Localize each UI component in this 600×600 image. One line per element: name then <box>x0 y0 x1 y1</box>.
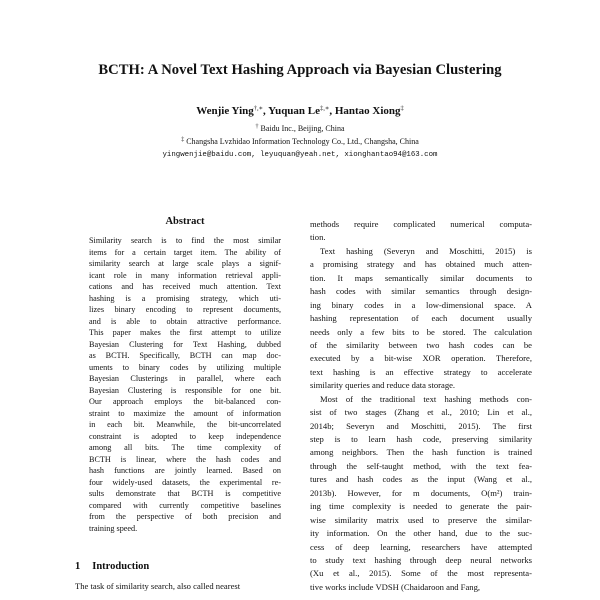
text-line: training speed. <box>89 523 138 533</box>
text-line: among all bits. The time complexity of <box>89 443 281 452</box>
author-name: Yuquan Le <box>268 105 321 117</box>
author-name: Wenjie Ying <box>196 105 254 117</box>
abstract-heading: Abstract <box>165 216 205 227</box>
affiliation-mark: † <box>255 124 259 130</box>
text-line: ing time complexity is needed to generate the pair- <box>310 501 532 512</box>
author-mark: ‡ <box>400 105 404 112</box>
author-mark: ‡,∗ <box>320 105 330 112</box>
text-line: in each bit. Meanwhile, the bit-uncorrelated <box>89 420 281 429</box>
text-line: text hashing is an effective strategy to accelerate <box>310 366 532 377</box>
text-line: cess of deep learning, researchers have attempted <box>310 541 532 552</box>
text-line: Our approach employs the bit-balanced con- <box>89 397 281 406</box>
text-line: This paper makes the first attempt to utilize <box>89 328 281 337</box>
text-line: as BCTH. Specifically, BCTH can map doc- <box>89 351 281 360</box>
text-line: Bayesian Clustering for Text Hashing, dubbed <box>89 339 281 349</box>
text-line: a promising strategy and has obtained much atten- <box>310 259 532 270</box>
text-line: tures and hash codes as the input (Wang et al., <box>310 474 532 485</box>
author-separator: , <box>329 105 335 117</box>
text-line: lizes binary encoding to represent documents, <box>89 305 281 314</box>
text-line: hash functions are jointly learned. Based on <box>89 466 281 475</box>
text-line: tion. <box>310 232 326 243</box>
text-line: uments to binary codes by utilizing multiple <box>89 362 281 372</box>
text-line: cations and has received much attention. Text <box>89 282 281 291</box>
section-title: Introduction <box>92 561 150 572</box>
author-list <box>0 104 600 117</box>
text-line: sults demonstrate that BCTH is competitive <box>89 489 281 498</box>
text-line: and is able to obtain attractive performance. <box>89 316 281 326</box>
introduction-body <box>75 580 287 592</box>
text-line: hash codes with similar semantics through design- <box>310 286 532 297</box>
text-line: similarity search at large scale plays a signif- <box>89 259 281 268</box>
text-line: wise similarity matrix used to preserve the similar- <box>310 514 532 525</box>
text-line: of the similarity between two hash codes can be <box>310 339 532 350</box>
text-line: sist of two stages (Zhang et al., 2010; Lin et al., <box>310 407 532 418</box>
text-line: executed by a bit-wise XOR operation. Therefore, <box>310 353 532 364</box>
text-line: The task of similarity search, also called nearest <box>75 581 241 591</box>
text-line: BCTH is linear, where the hash codes and <box>89 454 281 464</box>
abstract-body <box>89 235 281 534</box>
text-line: 2014b; Severyn and Moschitti, 2015). The first <box>310 420 532 431</box>
text-line: straint to maximize the amount of information <box>89 408 281 418</box>
author-emails: yingwenjie@baidu.com, leyuquan@yeah.net, xionghantao94@163.com <box>162 151 438 159</box>
text-line: tive works include VDSH (Chaidaroon and Fang, <box>310 581 481 592</box>
text-line: Most of the traditional text hashing methods con- <box>320 393 532 404</box>
text-line: among neighbors. Then the hash function is trained <box>310 447 532 458</box>
section-heading-introduction <box>75 561 161 572</box>
text-line: Text hashing (Severyn and Moschitti, 2015) is <box>320 245 532 256</box>
text-line: (Xu et al., 2015). Some of the most representa- <box>310 568 532 579</box>
text-line: icant role in many information retrieval appli- <box>89 270 281 280</box>
author-name: Hantao Xiong <box>334 105 401 117</box>
affiliation-mark: ‡ <box>181 137 185 143</box>
text-line: ing binary codes in a low-dimensional space. A <box>310 299 532 310</box>
text-line: tion. It maps semantically similar documents to <box>310 272 532 283</box>
author-separator: , <box>263 105 269 117</box>
author-mark: †,∗ <box>253 105 264 112</box>
section-number: 1 <box>75 561 81 572</box>
affiliation-text: Changsha Lvzhidao Information Technology Co., Ltd., Changsha, China <box>186 137 419 146</box>
text-line: needs only a few bits to be stored. The calculation <box>310 326 532 337</box>
paper-title: BCTH: A Novel Text Hashing Approach via Bayesian Clustering <box>98 62 502 78</box>
text-line: items for a certain target item. The ability of <box>89 247 281 257</box>
text-line: from the perspective of both precision and <box>89 512 281 521</box>
text-line: constraint is adopted to keep independence <box>89 431 281 441</box>
text-line: step is to learn hash code, preserving similarity <box>310 434 532 444</box>
affiliation-text: Baidu Inc., Beijing, China <box>260 124 345 133</box>
text-line: Bayesian Clustering is responsible for one bit. <box>89 385 281 395</box>
text-line: methods require complicated numerical computa- <box>310 219 532 229</box>
text-line: Similarity search is to find the most similar <box>89 236 281 245</box>
text-line: ity information. On the other hand, due to the suc- <box>310 528 532 539</box>
text-line: four widely-used datasets, the experimental re- <box>89 477 281 487</box>
text-line: similarity queries and reduce data storage. <box>310 380 456 391</box>
text-line: to study text hashing through deep neural networks <box>310 554 532 565</box>
right-column-body <box>310 218 532 594</box>
text-line: compared with currently competitive baselines <box>89 500 281 510</box>
text-line: through the self-taught method, with the text fea- <box>310 460 532 471</box>
affiliation-2 <box>0 137 600 146</box>
text-line: hashing is a promising strategy, which uti- <box>89 293 281 303</box>
text-line: 2013b). However, for m documents, O(m²) train- <box>310 487 532 498</box>
affiliation-1 <box>0 124 600 133</box>
text-line: hashing representation of each document usually <box>310 313 532 324</box>
text-line: Bayesian Clusterings in parallel, where each <box>89 374 281 383</box>
